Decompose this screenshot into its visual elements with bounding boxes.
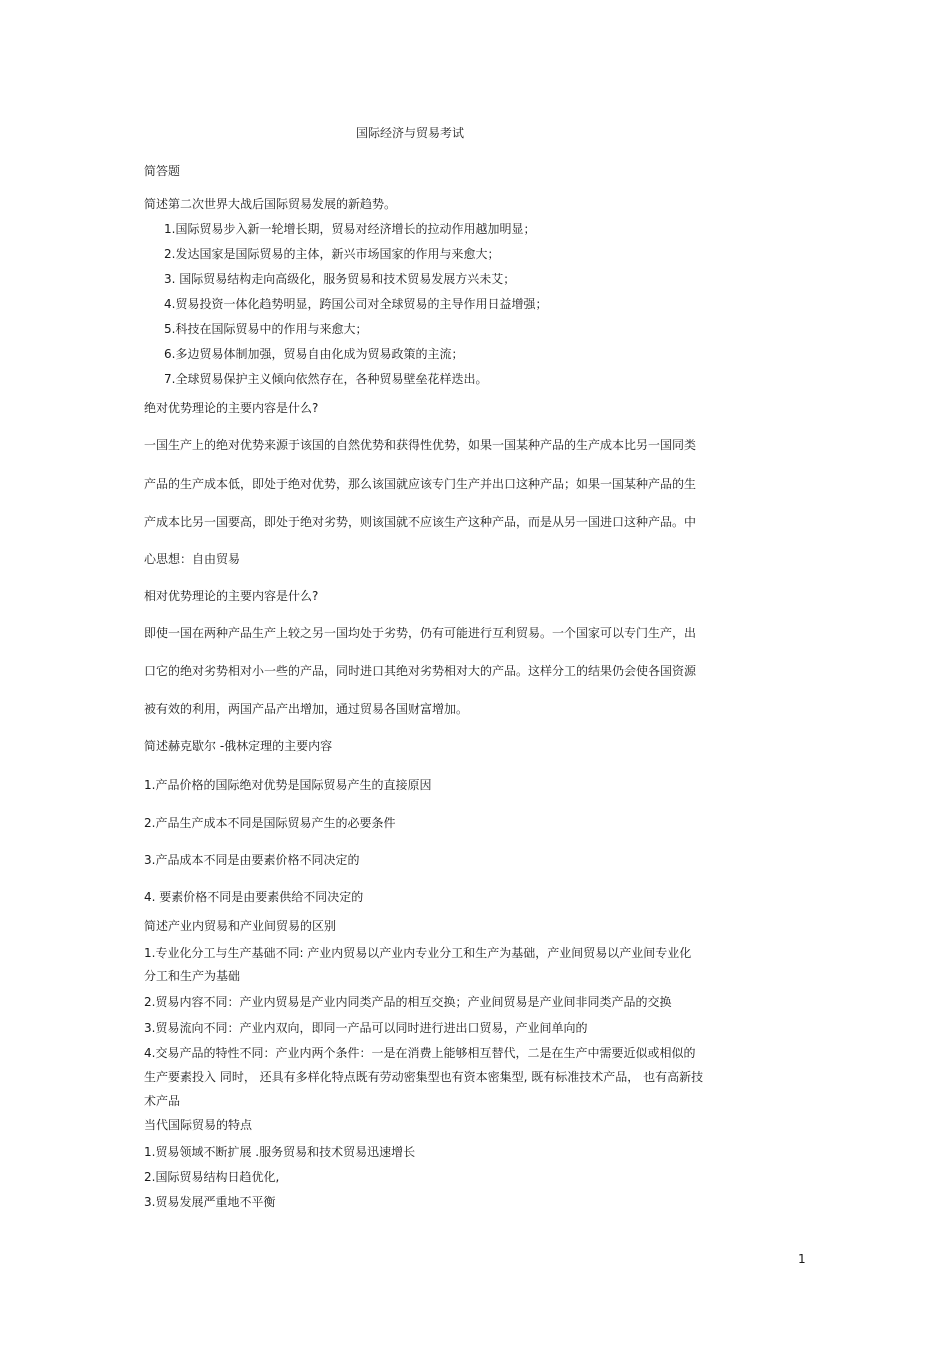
answer-1-item: 7.全球贸易保护主义倾向依然存在，各种贸易壁垒花样迭出。 bbox=[164, 372, 488, 386]
question-3: 相对优势理论的主要内容是什么? bbox=[144, 589, 319, 603]
answer-5-line: 3.贸易流向不同：产业内双向，即同一产品可以同时进行进出口贸易，产业间单向的 bbox=[144, 1021, 588, 1035]
answer-3-line: 即使一国在两种产品生产上较之另一国均处于劣势，仍有可能进行互利贸易。一个国家可以专门生产，出 bbox=[144, 626, 697, 640]
answer-1-item: 1.国际贸易步入新一轮增长期，贸易对经济增长的拉动作用越加明显； bbox=[164, 222, 536, 236]
answer-3-line: 被有效的利用，两国产品产出增加，通过贸易各国财富增加。 bbox=[144, 702, 469, 716]
answer-5-line: 1.专业化分工与生产基础不同: 产业内贸易以产业内专业分工和生产为基础，产业间贸易以产业间专业化 bbox=[144, 946, 692, 960]
answer-1-item: 6.多边贸易体制加强，贸易自由化成为贸易政策的主流； bbox=[164, 347, 464, 361]
section-heading: 简答题 bbox=[144, 164, 181, 178]
question-1: 简述第二次世界大战后国际贸易发展的新趋势。 bbox=[144, 197, 397, 211]
answer-4-item: 4. 要素价格不同是由要素供给不同决定的 bbox=[144, 890, 364, 904]
answer-4-item: 3.产品成本不同是由要素价格不同决定的 bbox=[144, 853, 360, 867]
answer-3-line: 口它的绝对劣势相对小一些的产品，同时进口其绝对劣势相对大的产品。这样分工的结果仍会使各国资源 bbox=[144, 664, 697, 678]
answer-4-item: 1.产品价格的国际绝对优势是国际贸易产生的直接原因 bbox=[144, 778, 432, 792]
answer-5-line: 4.交易产品的特性不同：产业内两个条件：一是在消费上能够相互替代，二是在生产中需要近似或相似的 bbox=[144, 1046, 696, 1060]
answer-1-item: 3. 国际贸易结构走向高级化，服务贸易和技术贸易发展方兴未艾； bbox=[164, 272, 516, 286]
answer-5-line: 分工和生产为基础 bbox=[144, 969, 241, 983]
document-title: 国际经济与贸易考试 bbox=[356, 126, 465, 140]
answer-4-item: 2.产品生产成本不同是国际贸易产生的必要条件 bbox=[144, 816, 396, 830]
answer-6-item: 1.贸易领域不断扩展 .服务贸易和技术贸易迅速增长 bbox=[144, 1145, 416, 1159]
question-5: 简述产业内贸易和产业间贸易的区别 bbox=[144, 919, 337, 933]
answer-2-line: 产品的生产成本低，即处于绝对优势，那么该国就应该专门生产并出口这种产品；如果一国某种产品的生 bbox=[144, 477, 697, 491]
answer-1-item: 5.科技在国际贸易中的作用与来愈大； bbox=[164, 322, 368, 336]
answer-5-line: 生产要素投入 同时， 还具有多样化特点既有劳动密集型也有资本密集型, 既有标准技术产品， 也有高新技 bbox=[144, 1070, 704, 1084]
question-2: 绝对优势理论的主要内容是什么? bbox=[144, 401, 319, 415]
answer-5-line: 2.贸易内容不同：产业内贸易是产业内同类产品的相互交换；产业间贸易是产业间非同类产品的交换 bbox=[144, 995, 672, 1009]
question-4: 简述赫克歇尔 -俄林定理的主要内容 bbox=[144, 739, 333, 753]
answer-6-item: 3.贸易发展严重地不平衡 bbox=[144, 1195, 276, 1209]
answer-1-item: 4.贸易投资一体化趋势明显，跨国公司对全球贸易的主导作用日益增强； bbox=[164, 297, 548, 311]
question-6: 当代国际贸易的特点 bbox=[144, 1118, 253, 1132]
answer-6-item: 2.国际贸易结构日趋优化, bbox=[144, 1170, 280, 1184]
answer-2-line: 一国生产上的绝对优势来源于该国的自然优势和获得性优势，如果一国某种产品的生产成本比另一国同类 bbox=[144, 438, 697, 452]
answer-2-line: 产成本比另一国要高，即处于绝对劣势，则该国就不应该生产这种产品，而是从另一国进口这种产品。中 bbox=[144, 515, 697, 529]
answer-1-item: 2.发达国家是国际贸易的主体，新兴市场国家的作用与来愈大； bbox=[164, 247, 500, 261]
page-number: 1 bbox=[798, 1252, 806, 1266]
answer-2-line: 心思想：自由贸易 bbox=[144, 552, 241, 566]
answer-5-line: 术产品 bbox=[144, 1094, 181, 1108]
